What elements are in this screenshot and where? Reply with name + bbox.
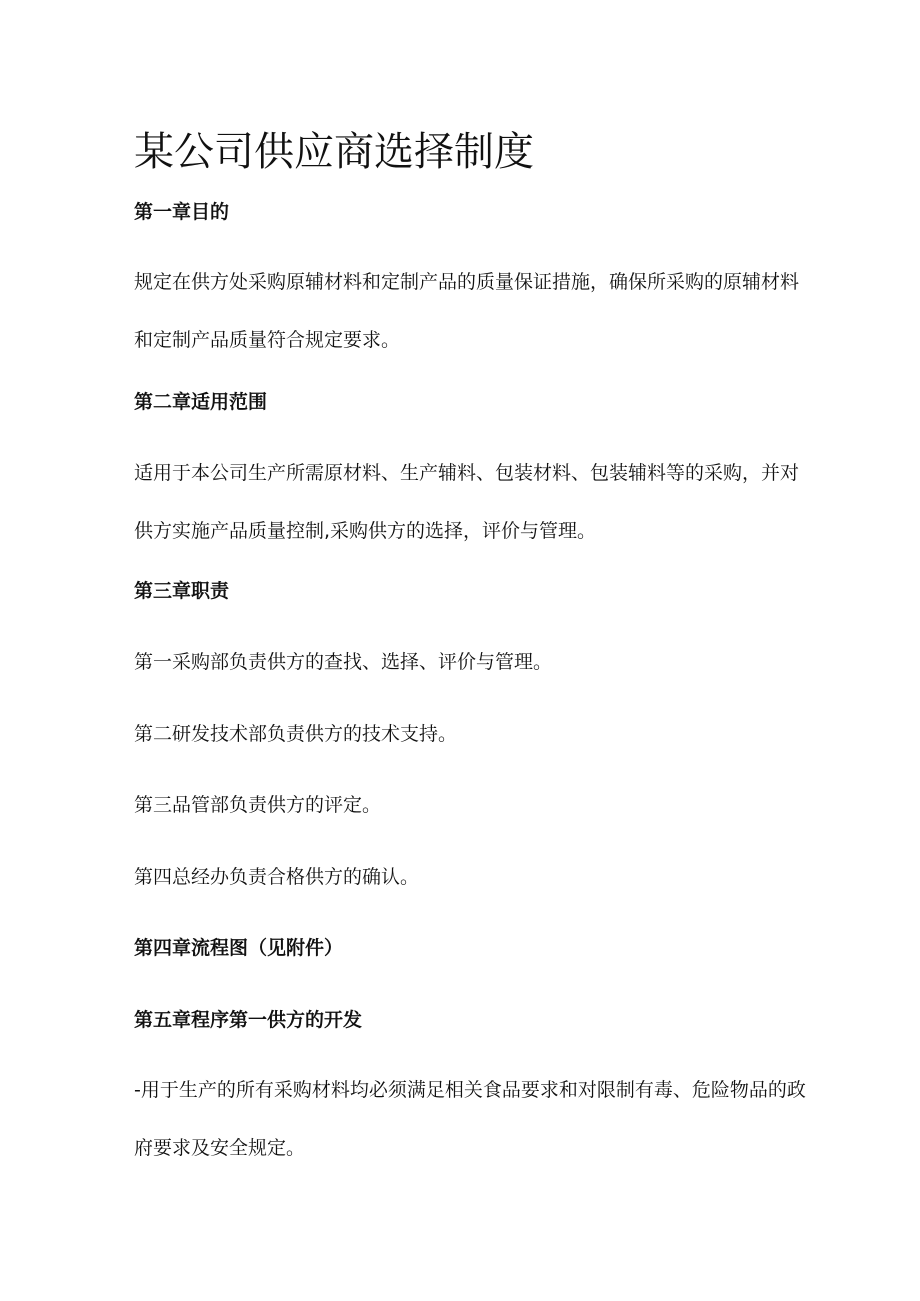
- chapter-5-heading: 第五章程序第一供方的开发: [134, 1009, 363, 1031]
- document-title: 某公司供应商选择制度: [134, 129, 534, 175]
- chapter-1-heading: 第一章目的: [134, 201, 230, 223]
- chapter-3-item-2: 第二研发技术部负责供方的技术支持。: [134, 723, 458, 745]
- chapter-1-paragraph: 规定在供方处采购原辅材料和定制产品的质量保证措施，确保所采购的原辅材料和定制产品质量符合规定要求。: [134, 271, 800, 351]
- chapter-3-item-1: 第一采购部负责供方的查找、选择、评价与管理。: [134, 651, 553, 673]
- chapter-2-paragraph: 适用于本公司生产所需原材料、生产辅料、包装材料、包装辅料等的采购，并对供方实施产品质量控制,采购供方的选择，评价与管理。: [134, 462, 800, 542]
- chapter-3-item-3: 第三品管部负责供方的评定。: [134, 794, 382, 816]
- chapter-5-paragraph: -用于生产的所有采购材料均必须满足相关食品要求和对限制有毒、危险物品的政府要求及安全规定。: [134, 1079, 806, 1159]
- chapter-3-heading: 第三章职责: [134, 580, 230, 602]
- chapter-2-heading: 第二章适用范围: [134, 391, 268, 413]
- chapter-3-item-4: 第四总经办负责合格供方的确认。: [134, 866, 420, 888]
- chapter-4-heading: 第四章流程图（见附件）: [134, 937, 344, 959]
